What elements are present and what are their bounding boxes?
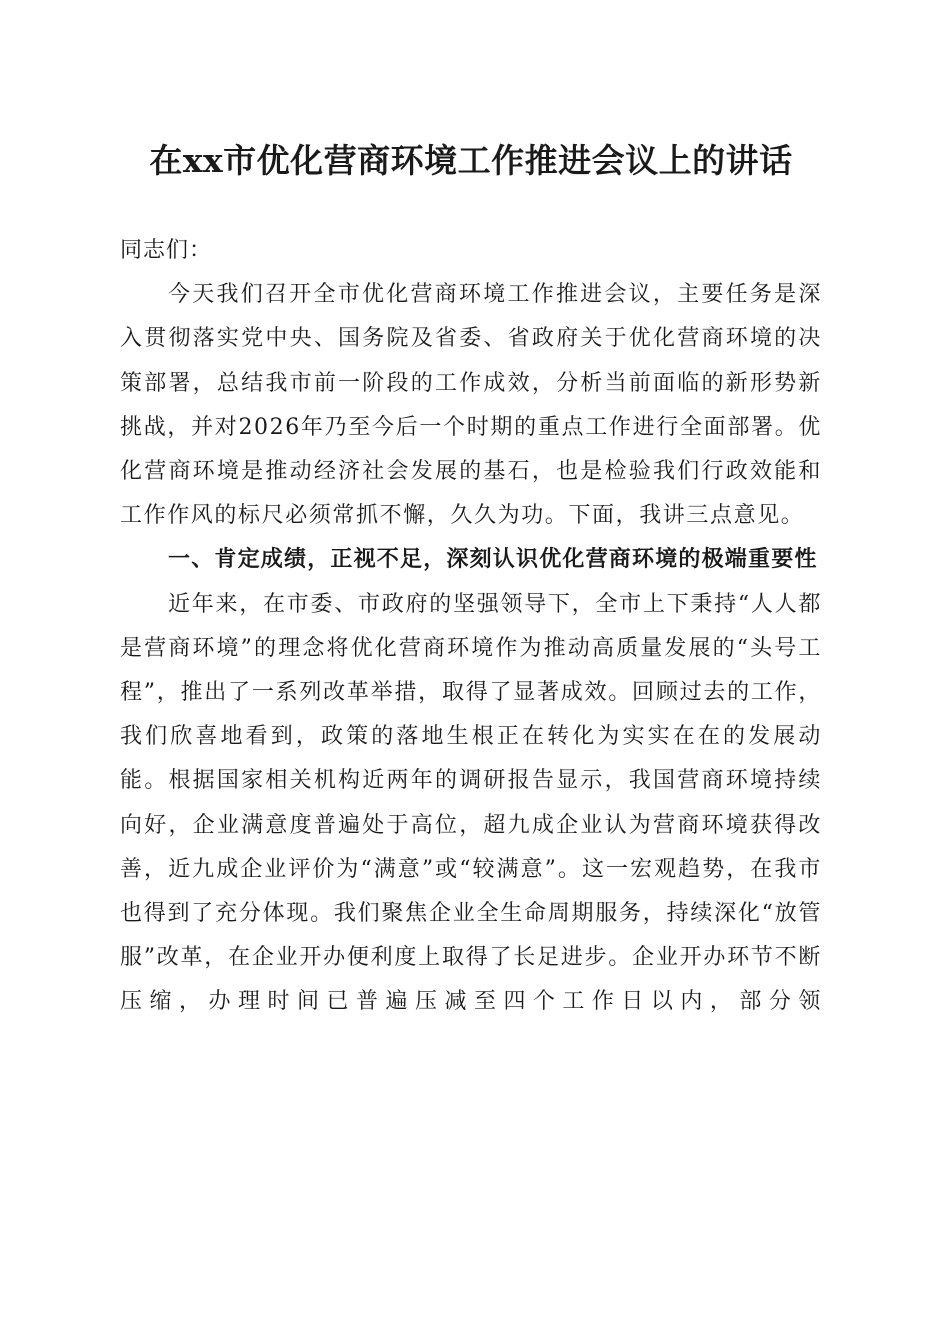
- section-heading-1: 一、肯定成绩，正视不足，深刻认识优化营商环境的极端重要性: [168, 547, 818, 573]
- paragraph-intro: 今天我们召开全市优化营商环境工作推进会议，主要任务是深入贯彻落实党中央、国务院及省委、省政府关于优化营商环境的决策部署，总结我市前一阶段的工作成效，分析当前面临的新形势新挑战，并对2026年乃至今后一个时期的重点工作进行全面部署。优化营商环境是推动经济社会发展的基石，也是检验我们行政效能和工作作风的标尺必须常抓不懈，久久为功。下面，我讲三点意见。: [120, 282, 822, 529]
- paragraph-achievements: 近年来，在市委、市政府的坚强领导下，全市上下秉持“人人都是营商环境”的理念将优化营商环境作为推动高质量发展的“头号工程”，推出了一系列改革举措，取得了显著成效。回顾过去的工作，我们欣喜地看到，政策的落地生根正在转化为实实在在的发展动能。根据国家相关机构近两年的调研报告显示，我国营商环境持续向好，企业满意度普遍处于高位，超九成企业认为营商环境获得改善，近九成企业评价为“满意”或“较满意”。这一宏观趋势，在我市也得到了充分体现。我们聚焦企业全生命周期服务，持续深化“放管服”改革，在企业开办便利度上取得了长足进步。企业开办环节不断压缩，办理时间已普遍压减至四个工作日以内，部分领: [120, 591, 822, 1015]
- document-title: 在xx市优化营商环境工作推进会议上的讲话: [149, 141, 793, 180]
- salutation: 同志们：: [120, 238, 213, 263]
- document-body: [120, 229, 822, 1025]
